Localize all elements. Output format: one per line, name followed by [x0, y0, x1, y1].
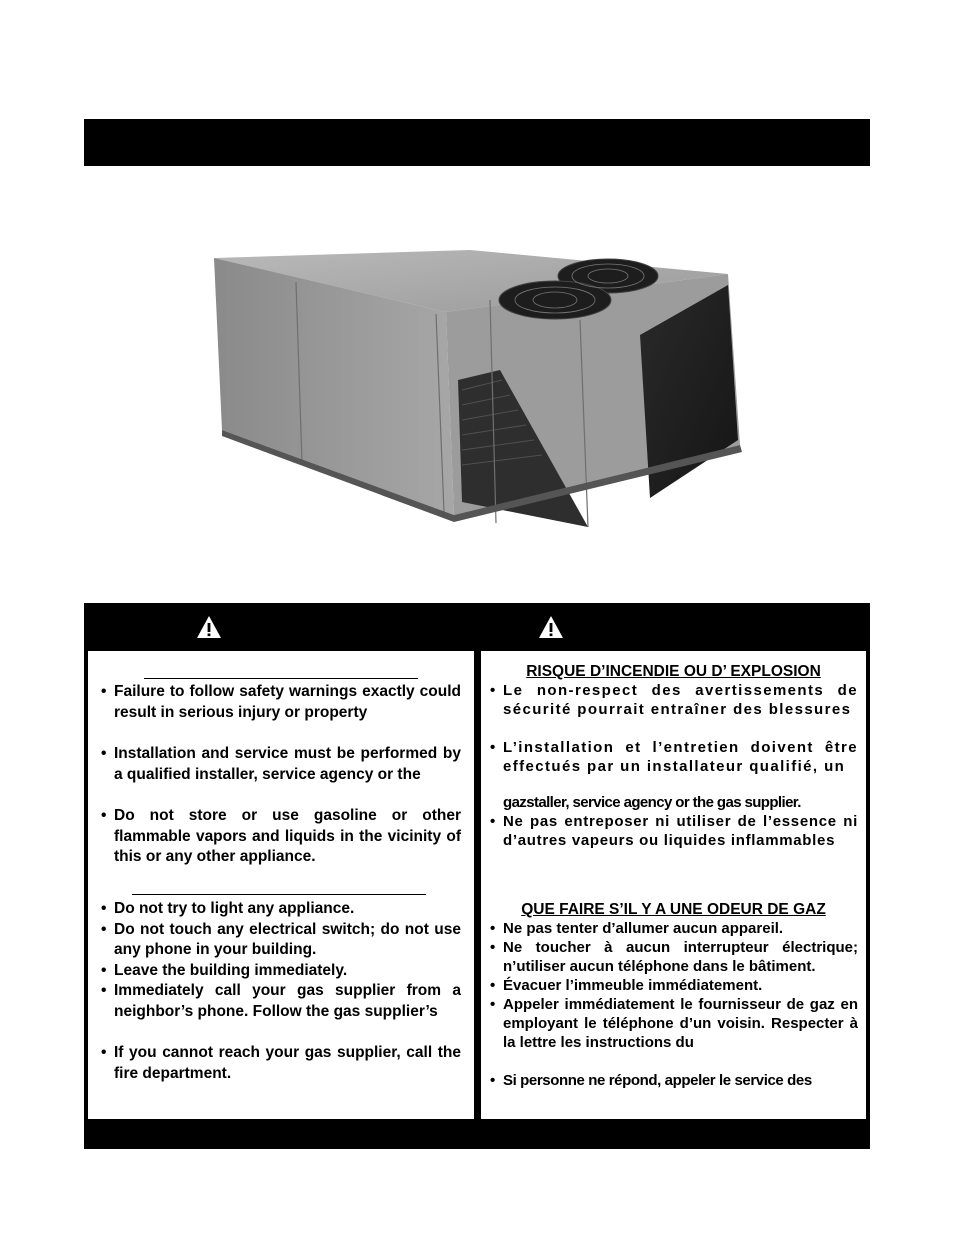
list-item: • L’installation et l’entretien doivent être effectués par un installateur qualifié, un	[490, 738, 858, 776]
french-warning-panel	[481, 651, 866, 1119]
list-item: • Installation and service must be performed by a qualified installer, service agency or the	[101, 744, 461, 785]
warning-header	[84, 603, 870, 651]
list-item: • Ne toucher à aucun interrupteur électrique; n’utiliser aucun téléphone dans le bâtiment.	[490, 938, 858, 976]
french-bullets-2	[490, 919, 858, 1090]
french-bullets-1	[490, 681, 858, 776]
heading-rule	[144, 678, 418, 679]
list-item: • Leave the building immediately.	[101, 961, 461, 982]
list-item: • Si personne ne répond, appeler le service des	[490, 1071, 858, 1090]
list-item: • Le non-respect des avertissements de sécurité pourrait entraîner des blessures	[490, 681, 858, 719]
french-heading-gas: QUE FAIRE S’IL Y A UNE ODEUR DE GAZ	[521, 901, 826, 918]
list-item: • Do not touch any electrical switch; do not use any phone in your building.	[101, 920, 461, 961]
list-item: • Do not try to light any appliance.	[101, 899, 461, 920]
list-item: • Immediately call your gas supplier from a neighbor’s phone. Follow the gas supplier’s	[101, 981, 461, 1022]
heading-rule	[132, 894, 426, 895]
list-item: • Ne pas entreposer ni utiliser de l’essence ni d’autres vapeurs ou liquides inflammables	[490, 812, 858, 850]
warning-triangle-icon	[196, 615, 222, 639]
english-bullets-1	[101, 682, 461, 868]
french-bullets-1b	[490, 812, 858, 850]
english-warning-panel	[88, 651, 474, 1119]
french-orphan-line: gazstaller, service agency or the gas supplier.	[503, 794, 801, 811]
warning-box	[84, 603, 870, 1149]
rooftop-unit-photo	[200, 240, 760, 570]
list-item: • Évacuer l’immeuble immédiatement.	[490, 976, 858, 995]
list-item: • Ne pas tenter d’allumer aucun appareil.	[490, 919, 858, 938]
title-bar	[84, 119, 870, 166]
list-item: • Do not store or use gasoline or other flammable vapors and liquids in the vicinity of this or any other appliance.	[101, 806, 461, 868]
french-heading-fire: RISQUE D’INCENDIE OU D’ EXPLOSION	[526, 663, 821, 680]
warning-triangle-icon	[538, 615, 564, 639]
list-item: • Appeler immédiatement le fournisseur de gaz en employant le téléphone d’un voisin. Respecter à la lettre les instructions du	[490, 995, 858, 1052]
list-item: • Failure to follow safety warnings exactly could result in serious injury or property	[101, 682, 461, 723]
list-item: • If you cannot reach your gas supplier, call the fire department.	[101, 1043, 461, 1084]
english-bullets-2	[101, 899, 461, 1084]
